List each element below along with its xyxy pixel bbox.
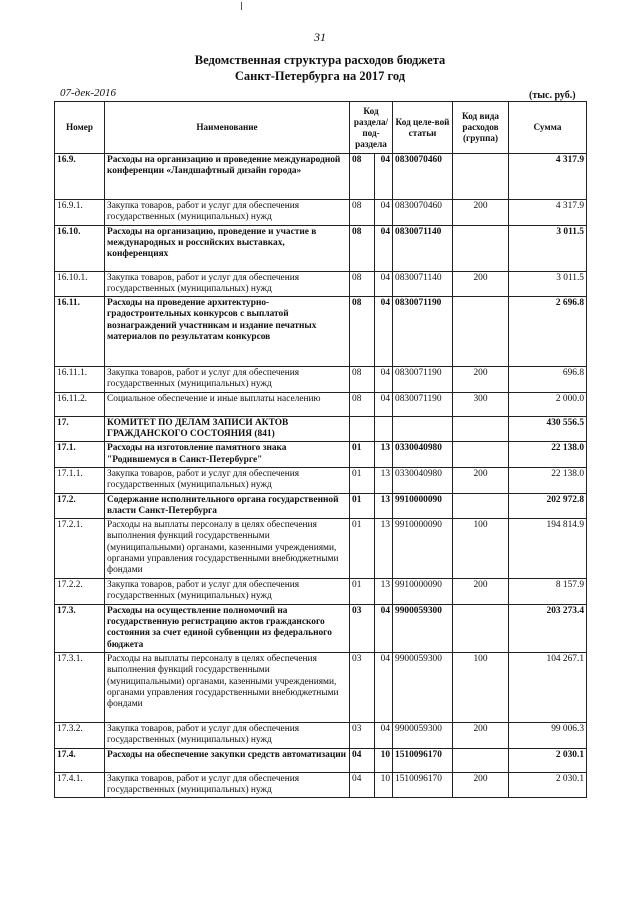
- cell-subsection: 04: [375, 392, 393, 416]
- table-row: [55, 722, 587, 748]
- cell-name: Расходы на организацию и проведение международной конференции «Ландшафтный дизайн города»: [105, 154, 350, 200]
- cell-number: 16.11.2.: [55, 392, 105, 416]
- cell-amount: 430 556.5: [509, 416, 587, 442]
- cell-name: Закупка товаров, работ и услуг для обеспечения государственных (муниципальных) нужд: [105, 722, 350, 748]
- cell-target-code: 9900059300: [393, 652, 453, 722]
- cell-target-code: 1510096170: [393, 748, 453, 772]
- cell-subsection: 04: [375, 604, 393, 652]
- cell-expense-type: 200: [453, 200, 509, 226]
- cell-target-code: 9910000090: [393, 519, 453, 579]
- table-row: [55, 200, 587, 226]
- cell-amount: 3 011.5: [509, 225, 587, 271]
- cell-name: Расходы на выплаты персоналу в целях обеспечения выполнения функций государственными (муниципальными) органами, казенными учреждениями, органами управления государственными внебюджетными фондами: [105, 519, 350, 579]
- cell-amount: 22 138.0: [509, 467, 587, 493]
- table-row: [55, 367, 587, 393]
- cell-name: Социальное обеспечение и иные выплаты населению: [105, 392, 350, 416]
- cell-expense-type: 100: [453, 652, 509, 722]
- cell-amount: 4 317.9: [509, 154, 587, 200]
- table-row: [55, 493, 587, 519]
- table-row: [55, 392, 587, 416]
- cell-section: 01: [350, 519, 375, 579]
- cell-name: Расходы на изготовление памятного знака "Родившемуся в Санкт-Петербурге": [105, 442, 350, 468]
- cell-number: 17.2.1.: [55, 519, 105, 579]
- cell-name: Закупка товаров, работ и услуг для обеспечения государственных (муниципальных) нужд: [105, 579, 350, 605]
- cell-amount: 2 030.1: [509, 772, 587, 798]
- cell-amount: 99 006.3: [509, 722, 587, 748]
- cell-section: 01: [350, 579, 375, 605]
- scan-mark: [241, 2, 242, 10]
- cell-subsection: 13: [375, 493, 393, 519]
- cell-target-code: 0830071190: [393, 297, 453, 367]
- cell-number: 16.9.: [55, 154, 105, 200]
- cell-amount: 203 273.4: [509, 604, 587, 652]
- cell-expense-type: [453, 154, 509, 200]
- cell-expense-type: 200: [453, 772, 509, 798]
- cell-target-code: 0830070460: [393, 154, 453, 200]
- header-expense-type-code: Код вида расходов (группа): [453, 102, 509, 154]
- cell-number: 17.3.1.: [55, 652, 105, 722]
- cell-name: Расходы на обеспечение закупки средств автоматизации: [105, 748, 350, 772]
- cell-name: Расходы на организацию, проведение и участие в международных и российских выставках, конференциях: [105, 225, 350, 271]
- cell-section: 08: [350, 225, 375, 271]
- cell-target-code: 0830071140: [393, 225, 453, 271]
- cell-number: 16.11.: [55, 297, 105, 367]
- cell-number: 17.: [55, 416, 105, 442]
- table-row: [55, 225, 587, 271]
- cell-target-code: 9910000090: [393, 493, 453, 519]
- cell-target-code: 9910000090: [393, 579, 453, 605]
- table-row: [55, 154, 587, 200]
- cell-number: 17.2.: [55, 493, 105, 519]
- cell-section: 03: [350, 652, 375, 722]
- cell-subsection: 04: [375, 722, 393, 748]
- cell-expense-type: [453, 225, 509, 271]
- title-line-1: Ведомственная структура расходов бюджета: [194, 53, 446, 67]
- budget-table: [54, 101, 587, 798]
- cell-amount: 194 814.9: [509, 519, 587, 579]
- cell-target-code: 9900059300: [393, 722, 453, 748]
- cell-subsection: 04: [375, 652, 393, 722]
- cell-number: 16.9.1.: [55, 200, 105, 226]
- cell-number: 17.3.: [55, 604, 105, 652]
- cell-subsection: 04: [375, 297, 393, 367]
- cell-expense-type: [453, 604, 509, 652]
- cell-target-code: 0830071140: [393, 271, 453, 297]
- cell-target-code: 0330040980: [393, 467, 453, 493]
- cell-section: 08: [350, 271, 375, 297]
- cell-number: 17.4.1.: [55, 772, 105, 798]
- cell-amount: 3 011.5: [509, 271, 587, 297]
- cell-subsection: 04: [375, 271, 393, 297]
- table-row: [55, 467, 587, 493]
- table-row: [55, 772, 587, 798]
- cell-target-code: 0830071190: [393, 392, 453, 416]
- cell-name: Закупка товаров, работ и услуг для обеспечения государственных (муниципальных) нужд: [105, 467, 350, 493]
- header-amount: Сумма: [509, 102, 587, 154]
- cell-expense-type: 300: [453, 392, 509, 416]
- cell-amount: 8 157.9: [509, 579, 587, 605]
- cell-section: 08: [350, 200, 375, 226]
- cell-expense-type: 200: [453, 271, 509, 297]
- cell-number: 16.11.1.: [55, 367, 105, 393]
- cell-amount: 22 138.0: [509, 442, 587, 468]
- cell-section: 03: [350, 604, 375, 652]
- table-body: [55, 154, 587, 798]
- cell-amount: 2 696.8: [509, 297, 587, 367]
- header-number: Номер: [55, 102, 105, 154]
- cell-section: 01: [350, 493, 375, 519]
- cell-expense-type: 200: [453, 367, 509, 393]
- cell-name: Закупка товаров, работ и услуг для обеспечения государственных (муниципальных) нужд: [105, 772, 350, 798]
- cell-expense-type: [453, 416, 509, 442]
- cell-name: Закупка товаров, работ и услуг для обеспечения государственных (муниципальных) нужд: [105, 271, 350, 297]
- cell-section: 08: [350, 297, 375, 367]
- cell-subsection: 04: [375, 367, 393, 393]
- table-row: [55, 416, 587, 442]
- cell-expense-type: [453, 493, 509, 519]
- cell-target-code: [393, 416, 453, 442]
- cell-section: 08: [350, 154, 375, 200]
- cell-target-code: 0830070460: [393, 200, 453, 226]
- cell-target-code: 9900059300: [393, 604, 453, 652]
- cell-expense-type: 200: [453, 467, 509, 493]
- cell-expense-type: [453, 297, 509, 367]
- cell-name: Расходы на выплаты персоналу в целях обеспечения выполнения функций государственными (муниципальными) органами, казенными учреждениями, органами управления государственными внебюджетными фондами: [105, 652, 350, 722]
- cell-amount: 2 000.0: [509, 392, 587, 416]
- cell-subsection: 13: [375, 467, 393, 493]
- cell-name: Закупка товаров, работ и услуг для обеспечения государственных (муниципальных) нужд: [105, 200, 350, 226]
- cell-subsection: 10: [375, 748, 393, 772]
- cell-number: 17.1.: [55, 442, 105, 468]
- cell-number: 17.3.2.: [55, 722, 105, 748]
- cell-subsection: 04: [375, 200, 393, 226]
- cell-target-code: 0830071190: [393, 367, 453, 393]
- cell-subsection: 13: [375, 442, 393, 468]
- table-row: [55, 519, 587, 579]
- cell-amount: 104 267.1: [509, 652, 587, 722]
- cell-expense-type: 100: [453, 519, 509, 579]
- cell-expense-type: 200: [453, 722, 509, 748]
- table-row: [55, 442, 587, 468]
- cell-target-code: 0330040980: [393, 442, 453, 468]
- cell-section: 03: [350, 722, 375, 748]
- cell-number: 17.2.2.: [55, 579, 105, 605]
- cell-amount: 4 317.9: [509, 200, 587, 226]
- table-header-row: [55, 102, 587, 154]
- page-number: 31: [314, 30, 326, 44]
- table-row: [55, 297, 587, 367]
- cell-subsection: 13: [375, 519, 393, 579]
- cell-number: 16.10.1.: [55, 271, 105, 297]
- cell-name: КОМИТЕТ ПО ДЕЛАМ ЗАПИСИ АКТОВ ГРАЖДАНСКОГО СОСТОЯНИЯ (841): [105, 416, 350, 442]
- cell-expense-type: 200: [453, 579, 509, 605]
- units-label: (тыс. руб.): [529, 90, 576, 101]
- cell-amount: 696.8: [509, 367, 587, 393]
- cell-section: 04: [350, 772, 375, 798]
- table-row: [55, 579, 587, 605]
- cell-section: 08: [350, 367, 375, 393]
- table-row: [55, 748, 587, 772]
- cell-expense-type: [453, 442, 509, 468]
- cell-subsection: 13: [375, 579, 393, 605]
- cell-number: 17.1.1.: [55, 467, 105, 493]
- cell-section: [350, 416, 375, 442]
- document-date: 07-дек-2016: [60, 87, 117, 99]
- table-row: [55, 652, 587, 722]
- cell-target-code: 1510096170: [393, 772, 453, 798]
- table-row: [55, 604, 587, 652]
- cell-section: 01: [350, 467, 375, 493]
- cell-subsection: 04: [375, 225, 393, 271]
- cell-section: 08: [350, 392, 375, 416]
- cell-subsection: [375, 416, 393, 442]
- cell-section: 04: [350, 748, 375, 772]
- cell-name: Расходы на проведение архитектурно-градостроительных конкурсов с выплатой вознаграждений участникам и издание печатных материалов по результатам конкурсов: [105, 297, 350, 367]
- cell-subsection: 10: [375, 772, 393, 798]
- cell-amount: 202 972.8: [509, 493, 587, 519]
- cell-name: Расходы на осуществление полномочий на государственную регистрацию актов гражданского состояния за счет единой субвенции из федерального бюджета: [105, 604, 350, 652]
- cell-number: 17.4.: [55, 748, 105, 772]
- header-name: Наименование: [105, 102, 350, 154]
- cell-name: Закупка товаров, работ и услуг для обеспечения государственных (муниципальных) нужд: [105, 367, 350, 393]
- header-target-code: Код целе-вой статьи: [393, 102, 453, 154]
- title-line-2: Санкт-Петербурга на 2017 год: [234, 69, 406, 83]
- header-section-code: Код раздела/ под-раздела: [350, 102, 393, 154]
- cell-expense-type: [453, 748, 509, 772]
- table-row: [55, 271, 587, 297]
- cell-subsection: 04: [375, 154, 393, 200]
- cell-amount: 2 030.1: [509, 748, 587, 772]
- cell-number: 16.10.: [55, 225, 105, 271]
- cell-name: Содержание исполнительного органа государственной власти Санкт-Петербурга: [105, 493, 350, 519]
- cell-section: 01: [350, 442, 375, 468]
- page-title: [0, 52, 640, 84]
